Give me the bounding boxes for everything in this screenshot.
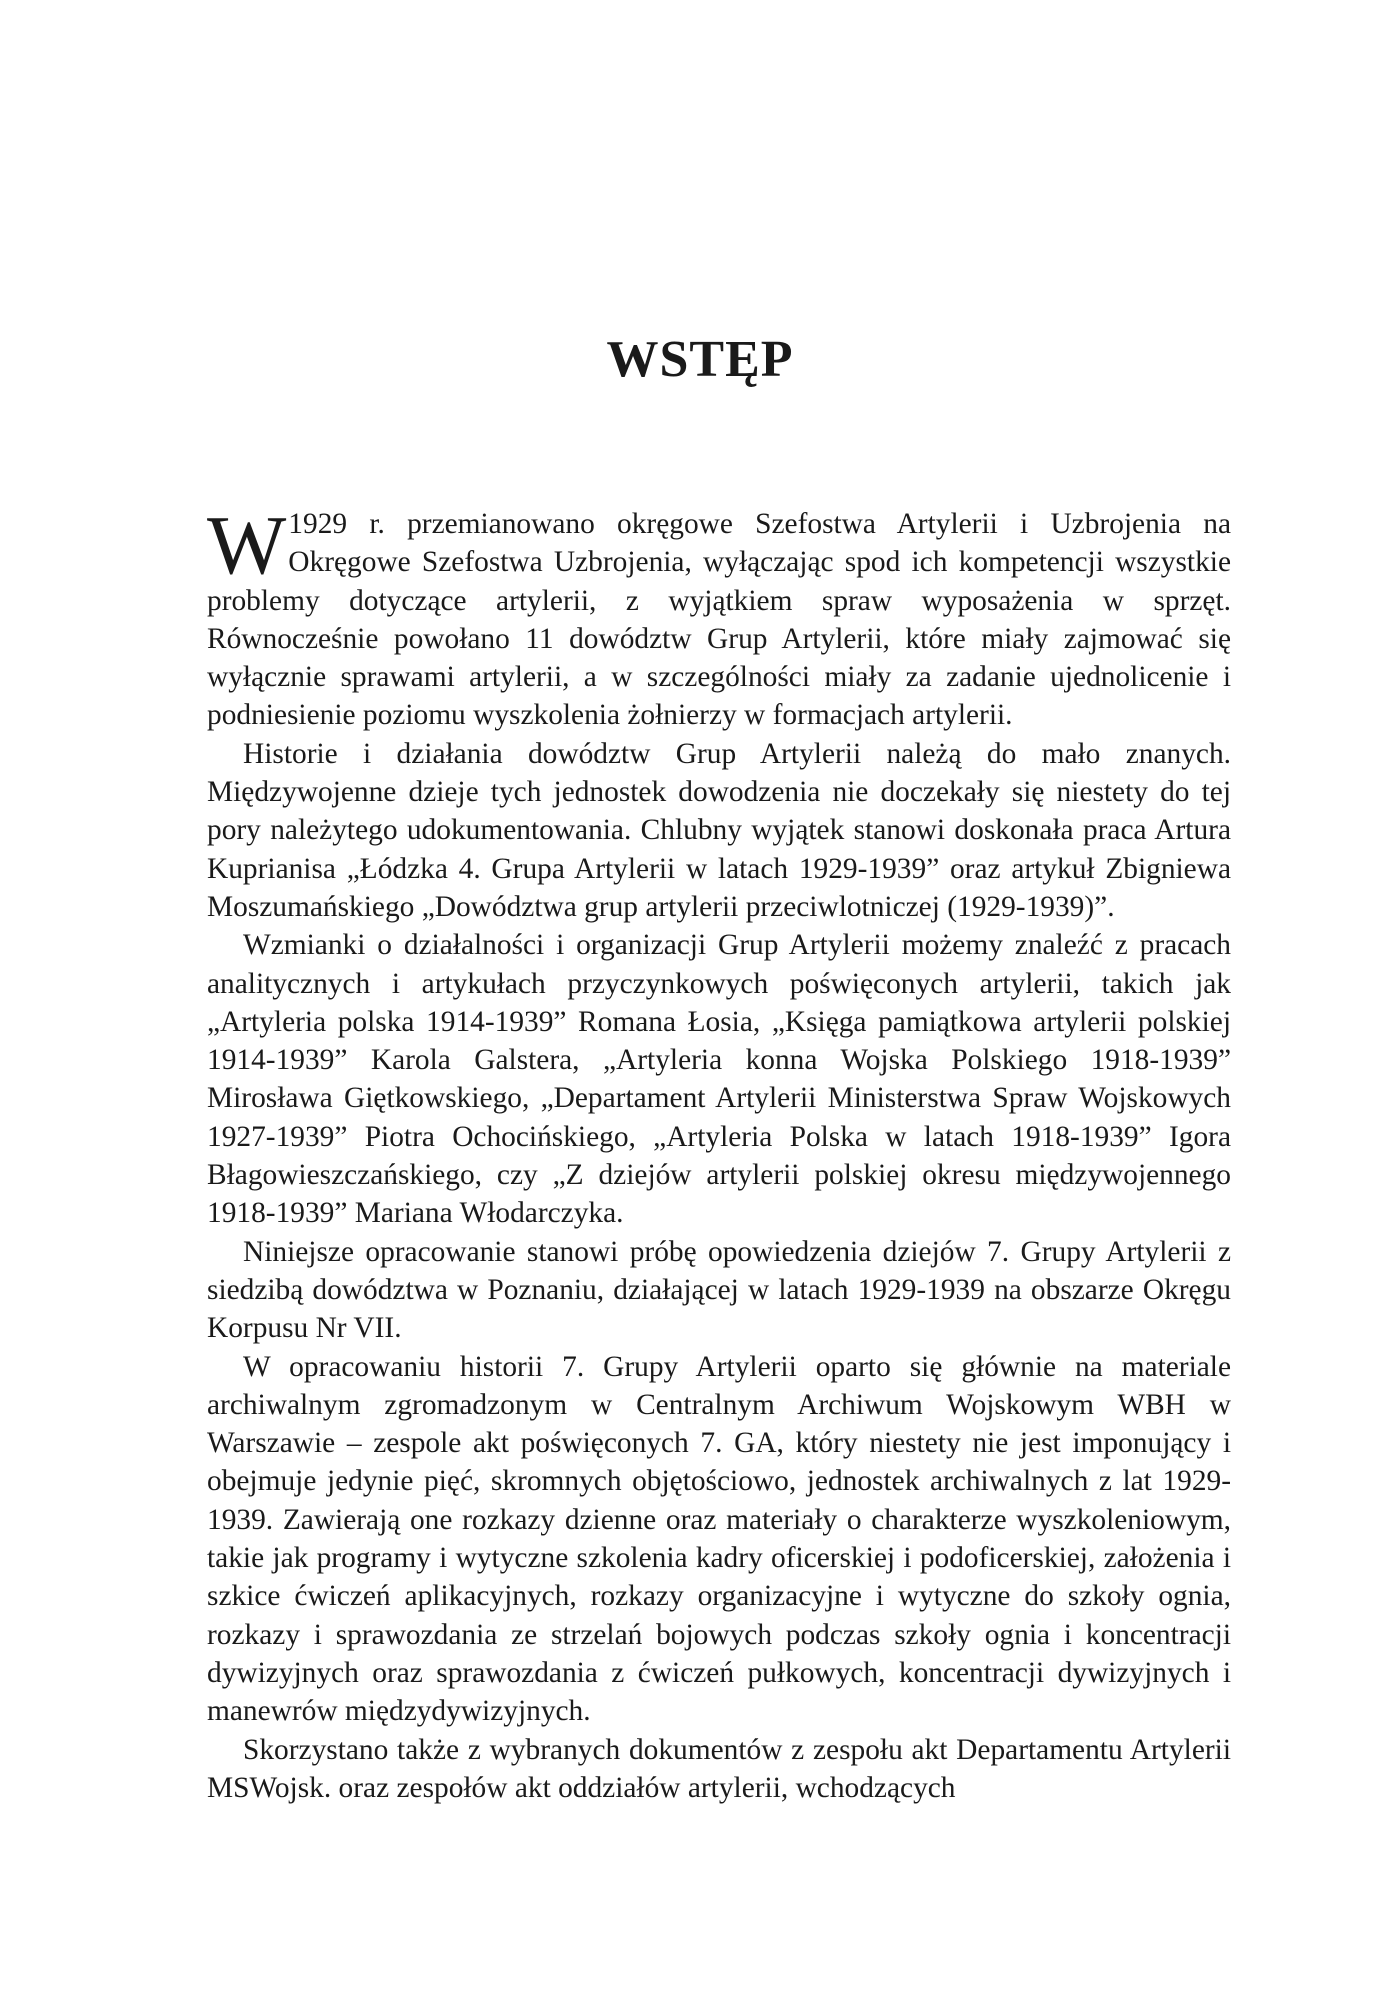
- drop-cap: W: [207, 499, 287, 592]
- page-title: WSTĘP: [606, 331, 794, 388]
- paragraph-6: Skorzystano także z wybranych dokumentów z zespołu akt Departamentu Artylerii MSWojsk. oraz zespołów akt oddziałów artylerii, wchodzących: [207, 1733, 1231, 1804]
- paragraph-1-text: 1929 r. przemianowano okręgowe Szefostwa Artylerii i Uzbrojenia na Okręgowe Szefostwa Uzbrojenia, wyłączając spod ich kompetencji wszystkie problemy dotyczące artylerii, z wyjątkiem spraw wyposażenia w sprzęt. Równocześnie powołano 11 dowództw Grup Artylerii, które miały zajmować się wyłącznie sprawami artylerii, a w szczególności miały za zadanie ujednolicenie i podniesienie poziomu wyszkolenia żołnierzy w formacjach artylerii.: [207, 508, 1231, 732]
- paragraph-1: [207, 499, 1231, 735]
- paragraph-5: W opracowaniu historii 7. Grupy Artylerii oparto się głównie na materiale archiwalnym zgromadzonym w Centralnym Archiwum Wojskowym WBH w Warszawie – zespole akt poświęconych 7. GA, który niestety nie jest imponujący i obejmuje jedynie pięć, skromnych objętościowo, jednostek archiwalnych z lat 1929-1939. Zawierają one rozkazy dzienne oraz materiały o charakterze wyszkoleniowym, takie jak programy i wytyczne szkolenia kadry oficerskiej i podoficerskiej, założenia i szkice ćwiczeń aplikacyjnych, rozkazy organizacyjne i wytyczne do szkoły ognia, rozkazy i sprawozdania ze strzelań bojowych podczas szkoły ognia i koncentracji dywizyjnych oraz sprawozdania z ćwiczeń pułkowych, koncentracji dywizyjnych i manewrów międzydywizyjnych.: [207, 1350, 1231, 1728]
- paragraph-4: Niniejsze opracowanie stanowi próbę opowiedzenia dziejów 7. Grupy Artylerii z siedzibą dowództwa w Poznaniu, działającej w latach 1929-1939 na obszarze Okręgu Korpusu Nr VII.: [207, 1235, 1231, 1345]
- paragraph-2: Historie i działania dowództw Grup Artylerii należą do mało znanych. Międzywojenne dzieje tych jednostek dowodzenia nie doczekały się niestety do tej pory należytego udokumentowania. Chlubny wyjątek stanowi doskonała praca Artura Kuprianisa „Łódzka 4. Grupa Artylerii w latach 1929-1939” oraz artykuł Zbigniewa Moszumańskiego „Dowództwa grup artylerii przeciwlotniczej (1929-1939)”.: [207, 737, 1231, 923]
- paragraph-3: Wzmianki o działalności i organizacji Grup Artylerii możemy znaleźć z pracach analitycznych i artykułach przyczynkowych poświęconych artylerii, takich jak „Artyleria polska 1914-1939” Romana Łosia, „Księga pamiątkowa artylerii polskiej 1914-1939” Karola Galstera, „Artyleria konna Wojska Polskiego 1918-1939” Mirosława Giętkowskiego, „Departament Artylerii Ministerstwa Spraw Wojskowych 1927-1939” Piotra Ochocińskiego, „Artyleria Polska w latach 1918-1939” Igora Błagowieszczańskiego, czy „Z dziejów artylerii polskiej okresu międzywojennego 1918-1939” Mariana Włodarczyka.: [207, 929, 1231, 1230]
- body-text: [207, 499, 1231, 1807]
